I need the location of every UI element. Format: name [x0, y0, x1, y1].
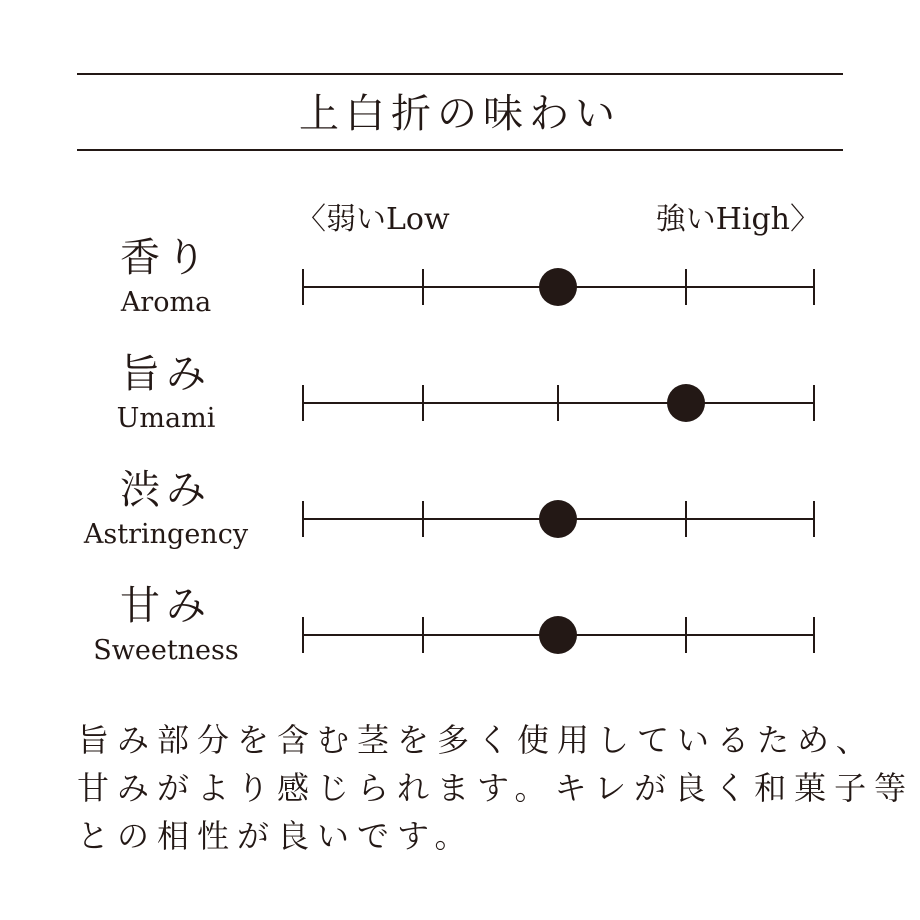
attribute-row-astringency: [0, 464, 920, 574]
attribute-label-jp: 甘み: [120, 583, 212, 629]
rating-marker: [667, 384, 705, 422]
rating-scale: [290, 489, 830, 549]
attribute-row-aroma: [0, 232, 920, 342]
bottom-rule: [77, 149, 843, 151]
attribute-label-en: Aroma: [120, 287, 212, 318]
attribute-label-jp: 旨み: [120, 351, 212, 397]
attribute-label-jp: 渋み: [120, 467, 212, 513]
rating-scale: [290, 605, 830, 665]
top-rule: [77, 73, 843, 75]
description-line: との相性が良いです。: [77, 817, 475, 855]
attribute-row-umami: [0, 348, 920, 458]
rating-marker: [539, 268, 577, 306]
scale-low-label: 〈弱いLow: [296, 202, 450, 237]
attribute-row-sweetness: [0, 580, 920, 690]
description-line: 旨み部分を含む茎を多く使用しているため、: [77, 721, 876, 759]
attribute-label-en: Astringency: [83, 519, 249, 550]
description-line: 甘みがより感じられます。キレが良く和菓子等: [77, 769, 915, 807]
attribute-label-en: Umami: [116, 403, 216, 434]
attribute-label-en: Sweetness: [93, 635, 239, 666]
rating-scale: [290, 373, 830, 433]
rating-marker: [539, 616, 577, 654]
rating-scale: [290, 257, 830, 317]
attribute-label-jp: 香り: [120, 235, 212, 281]
description: [77, 716, 915, 860]
rating-marker: [539, 500, 577, 538]
scale-high-label: 強いHigh〉: [655, 202, 820, 237]
page-title: 上白折の味わい: [299, 91, 621, 137]
